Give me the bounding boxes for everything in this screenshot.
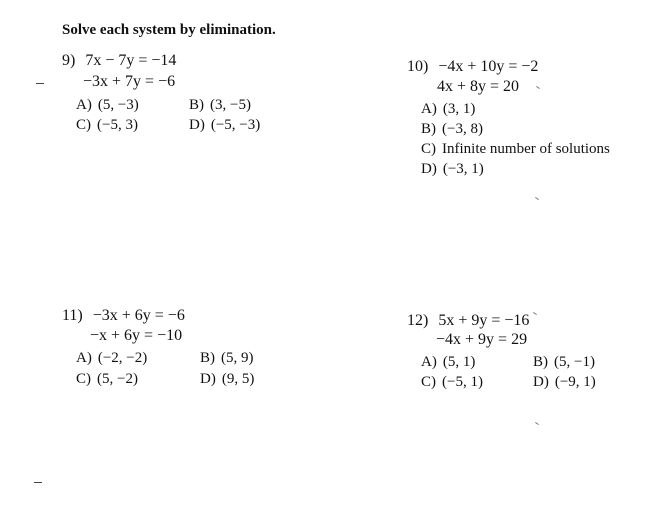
worksheet-title: Solve each system by elimination. (62, 22, 276, 38)
choice-value: (3, −5) (210, 97, 251, 113)
choice-label: D) (189, 117, 205, 133)
choice-label: A) (421, 101, 437, 117)
problem-11-choice-c (76, 371, 138, 388)
scan-tick (535, 422, 539, 425)
choice-label: B) (189, 97, 204, 113)
problem-9-choice-c (76, 117, 138, 134)
problem-10-first-line (407, 58, 538, 76)
problem-11-equation-2: −x + 6y = −10 (90, 327, 183, 344)
problem-12-choice-d (533, 374, 596, 391)
scan-mark (34, 482, 42, 483)
choice-value: (−3, 8) (442, 121, 483, 137)
problem-11-choice-a (76, 350, 147, 367)
problem-9-choice-b (189, 97, 251, 114)
problem-12-choice-a (421, 354, 475, 371)
problem-10-choice-c (421, 141, 610, 158)
choice-value: (9, 5) (221, 371, 255, 387)
problem-11-first-line (62, 307, 185, 325)
choice-value: (3, 1) (442, 101, 476, 117)
choice-value: (5, −2) (97, 371, 138, 387)
choice-label: A) (421, 354, 437, 370)
problem-10-choice-a (421, 101, 475, 118)
problem-12-equation-1: 5x + 9y = −16 (438, 312, 530, 329)
problem-12-choice-b (533, 354, 595, 371)
problem-11-equation-1: −3x + 6y = −6 (92, 307, 185, 324)
choice-label: D) (200, 371, 216, 387)
choice-value: (−5, −3) (210, 117, 261, 133)
choice-value: (5, 1) (442, 354, 476, 370)
scan-tick (535, 197, 539, 200)
problem-9-choice-a (76, 97, 139, 114)
problem-9-equation-1: 7x − 7y = −14 (85, 52, 177, 69)
problem-9-choice-d (189, 117, 260, 134)
problem-10-equation-2: 4x + 8y = 20 (437, 78, 520, 95)
choice-label: C) (76, 371, 91, 387)
choice-label: D) (421, 161, 437, 177)
choice-label: C) (421, 374, 436, 390)
choice-label: B) (200, 350, 215, 366)
problem-10-equation-1: −4x + 10y = −2 (438, 58, 539, 75)
choice-label: B) (533, 354, 548, 370)
choice-value: (−2, −2) (97, 350, 148, 366)
problem-10-number: 10) (407, 58, 429, 75)
problem-12-number: 12) (407, 312, 429, 329)
choice-label: A) (76, 97, 92, 113)
problem-11-choice-b (200, 350, 254, 367)
choice-value: (−5, 1) (442, 374, 483, 390)
choice-value: Infinite number of solutions (442, 141, 610, 157)
problem-12-equation-2: −4x + 9y = 29 (436, 331, 528, 348)
problem-10-choice-b (421, 121, 483, 138)
problem-11-choice-d (200, 371, 254, 388)
scan-mark (36, 83, 44, 84)
choice-value: (−5, 3) (97, 117, 138, 133)
choice-value: (−9, 1) (554, 374, 596, 390)
scan-tick (536, 86, 540, 89)
problem-12-choice-c (421, 374, 483, 391)
choice-label: C) (76, 117, 91, 133)
problem-9-number: 9) (62, 52, 76, 69)
choice-label: A) (76, 350, 92, 366)
problem-9-equation-2: −3x + 7y = −6 (83, 73, 176, 90)
problem-10-choice-d (421, 161, 484, 178)
choice-label: B) (421, 121, 436, 137)
scan-tick (533, 312, 537, 315)
choice-label: D) (533, 374, 549, 390)
problem-9-first-line (62, 52, 176, 70)
problem-11-number: 11) (62, 307, 83, 324)
choice-value: (−3, 1) (442, 161, 484, 177)
choice-value: (5, −3) (97, 97, 139, 113)
problem-12-first-line (407, 312, 529, 330)
choice-label: C) (421, 141, 436, 157)
choice-value: (5, −1) (554, 354, 595, 370)
choice-value: (5, 9) (221, 350, 254, 366)
